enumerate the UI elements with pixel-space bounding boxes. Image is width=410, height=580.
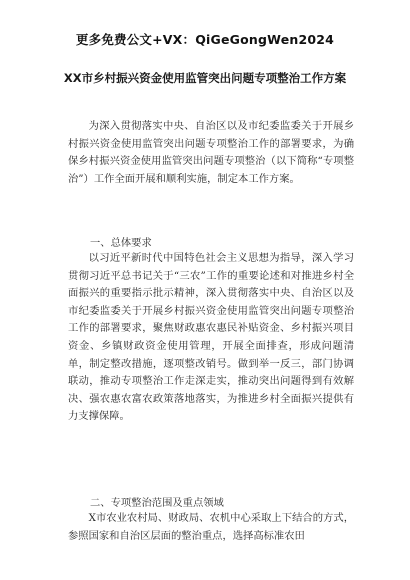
watermark-header: 更多免费公文+VX：QiGeGongWen2024 bbox=[75, 32, 335, 47]
section-heading-overall-requirements: 一、总体要求 bbox=[90, 237, 152, 249]
document-title: XX市乡村振兴资金使用监管突出问题专项整治工作方案 bbox=[63, 71, 347, 85]
section-paragraph-overall-requirements: 以习近平新时代中国特色社会主义思想为指导，深入学习贯彻习近平总书记关于“三农”工作的重要论述和对推进乡村全面振兴的重要指示批示精神，深入贯彻落实中央、自治区以及市纪委监委关于开展乡村振兴资金使用监管突出问题专项整治工作的部署要求，聚焦财政惠农惠民补贴资金、乡村振兴项目资金、乡镇财政资金使用管理，开展全面排查，形成问题清单，制定整改措施，逐项整改销号。做到举一反三，部门协调联动，推动专项整治工作走深走实，推动突出问题得到有效解决、强农惠农富农政策落地落实，为推进乡村全面振兴提供有力支撑保障。 bbox=[68, 252, 354, 423]
section-heading-scope: 二、专项整治范围及重点领域 bbox=[90, 497, 224, 509]
intro-paragraph: 为深入贯彻落实中央、自治区以及市纪委监委关于开展乡村振兴资金使用监管突出问题专项整治工作的部署要求，为确保乡村振兴资金使用监管突出问题专项整治（以下简称“专项整治”）工作全面开展和顺利实施，制定本工作方案。 bbox=[68, 120, 354, 185]
section-paragraph-scope: X市农业农村局、财政局、农机中心采取上下结合的方式，参照国家和自治区层面的整治重点，选择高标准农田 bbox=[68, 512, 354, 542]
